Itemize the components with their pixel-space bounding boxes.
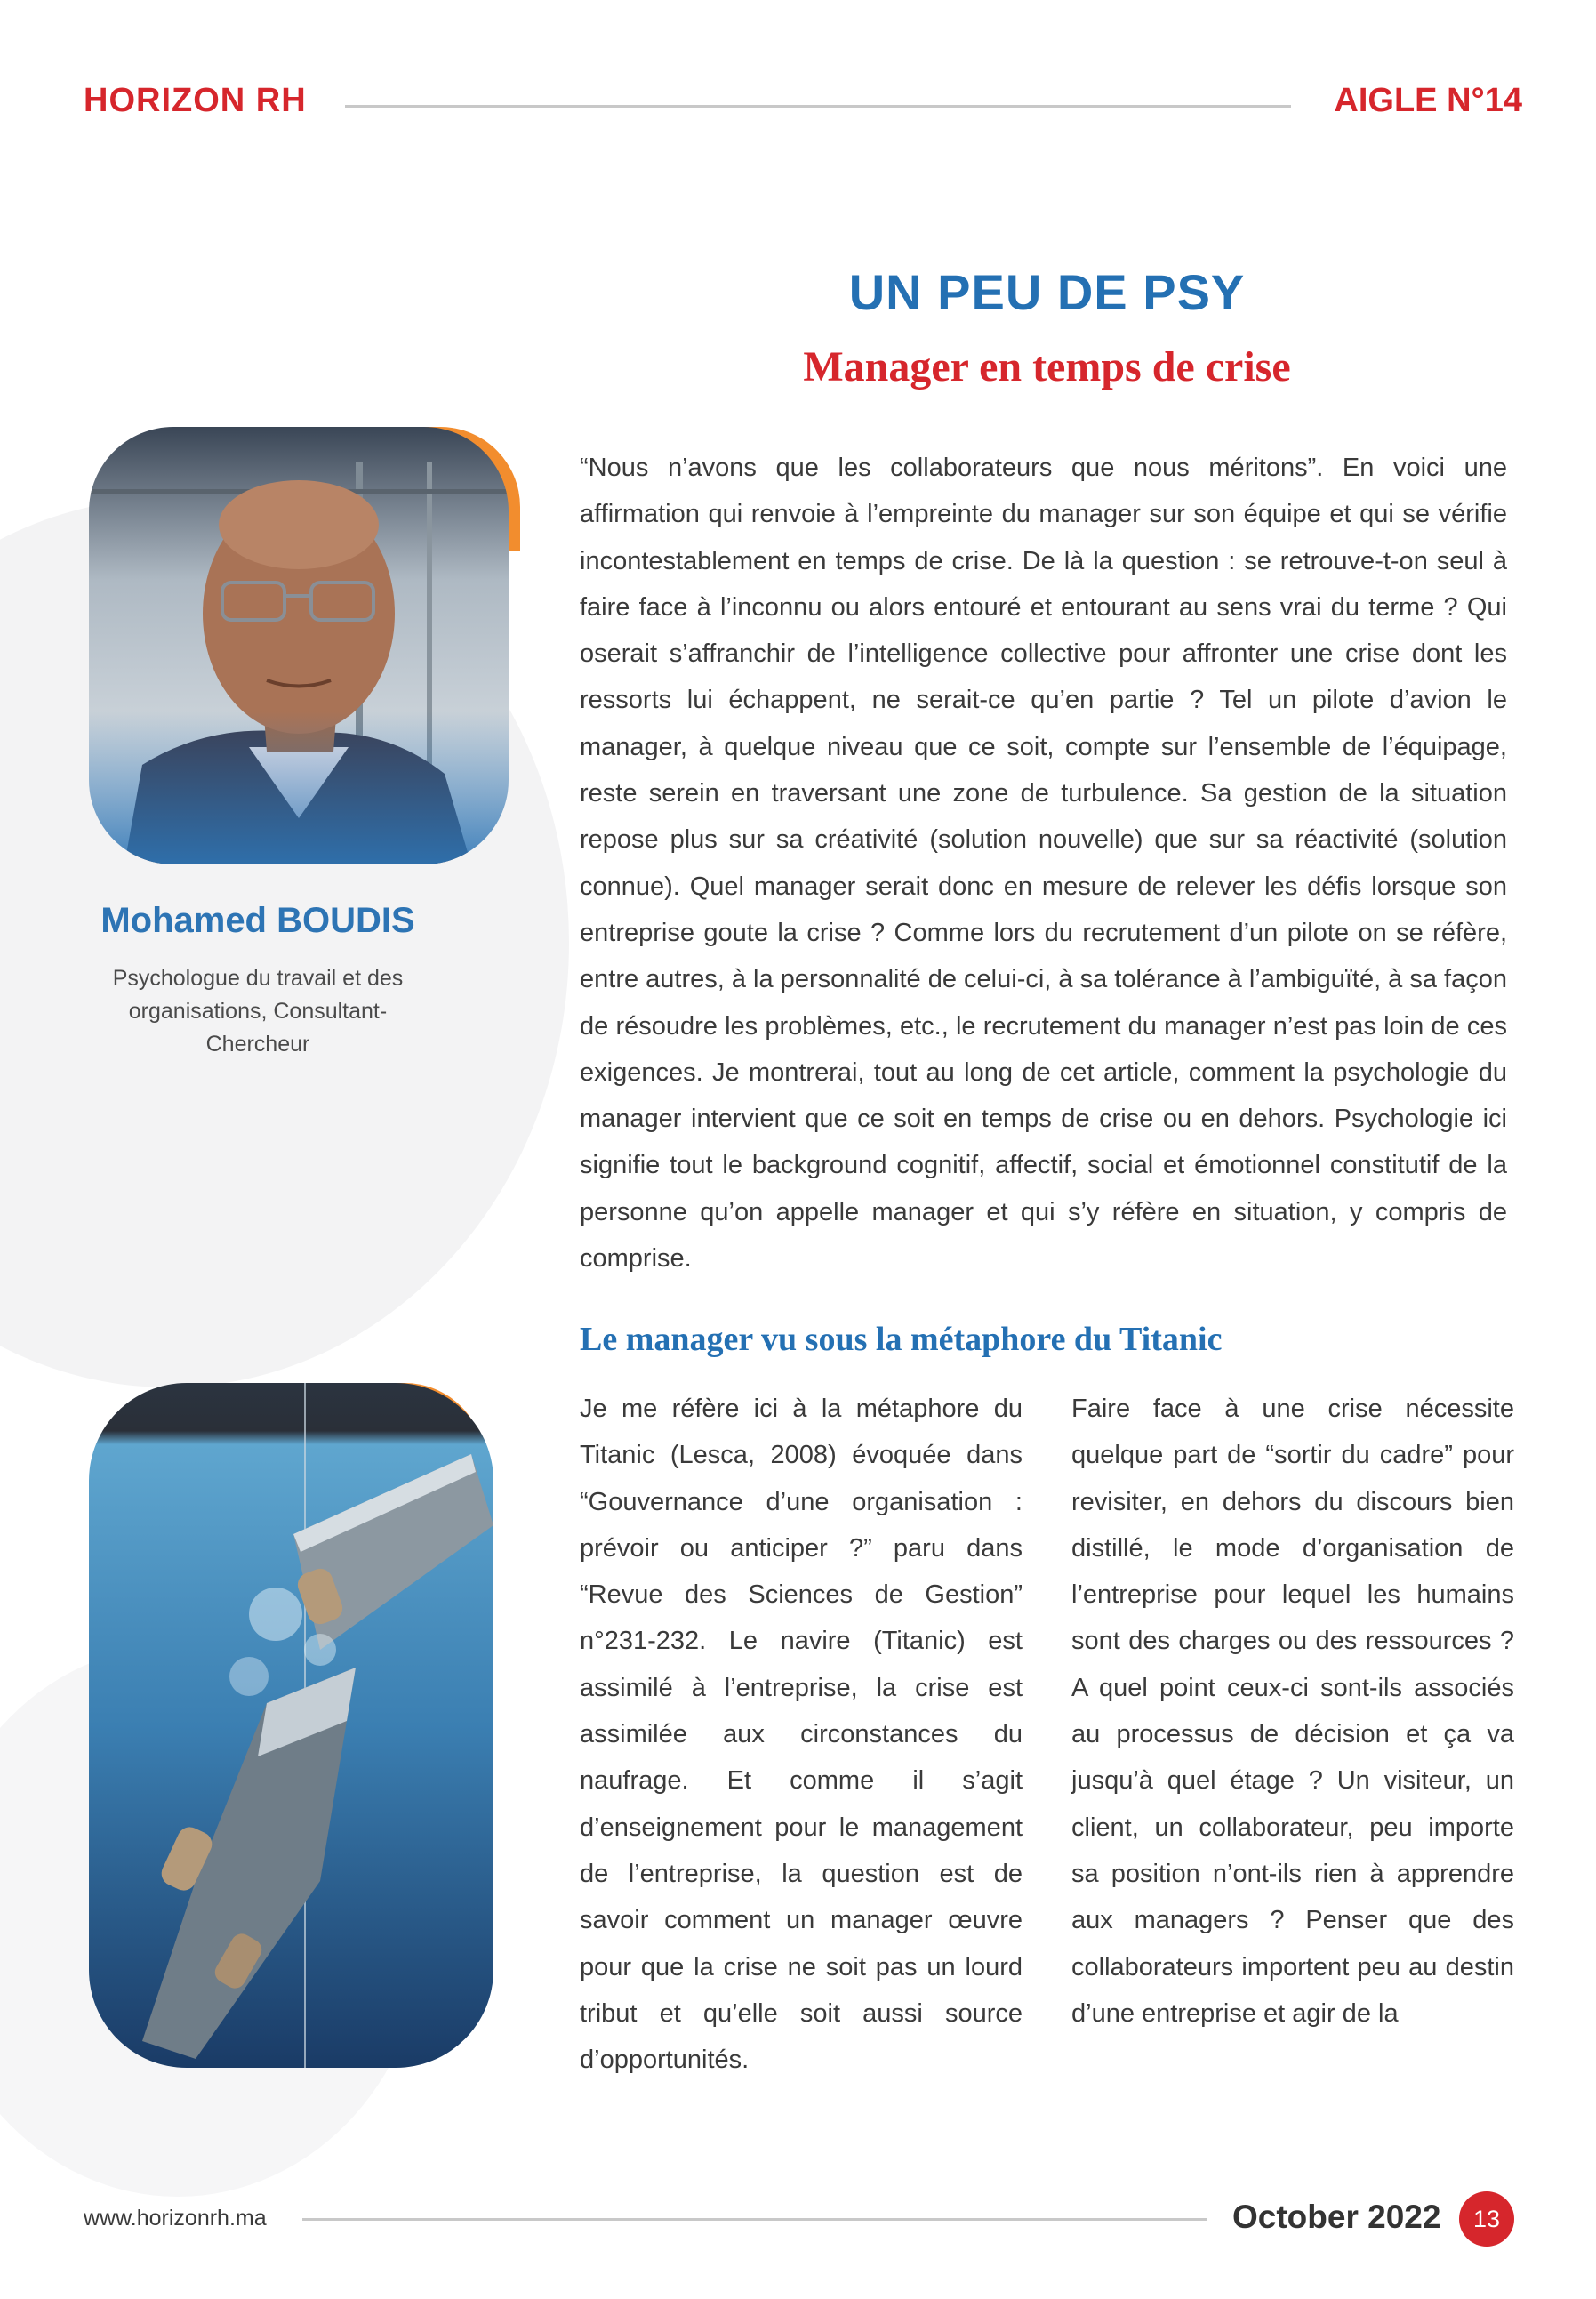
author-role-line: Psychologue du travail et des xyxy=(112,966,404,991)
column-left: Je me réfère ici à la métaphore du Titanic (Lesca, 2008) évoquée dans “Gouvernance d’une organisation : prévoir ou anticiper ?” paru dans “Revue des Sciences de Gestion” n°231-232. Le navire (Titanic) est assimilé à l’entreprise, la crise est assimilée aux circonstances du naufrage. Et comme il s’agit d’enseignement pour le management de l’entreprise, la question est de savoir comment un manager œuvre pour que la crise ne soit pas un lourd tribut et qu’elle soit aussi source d’opportunités. xyxy=(580,1395,1023,2075)
column-right: Faire face à une crise nécessite quelque part de “sortir du cadre” pour revisiter, en dehors du discours bien distillé, le mode d’organisation de l’entreprise pour lequel les humains sont des charges ou des ressources ? A quel point ceux-ci sont-ils associés au processus de décision et ça va jusqu’à quel étage ? Un visiteur, un client, un collaborateur, peu importe sa position n’ont-ils rien à apprendre aux managers ? Penser que des collaborateurs importent peu au destin d’une entreprise et agir de la xyxy=(1071,1395,1514,2028)
section-title: UN PEU DE PSY xyxy=(848,264,1246,320)
subsection-heading: Le manager vu sous la métaphore du Titanic xyxy=(580,1321,1223,1358)
issue-number: AIGLE N°14 xyxy=(1334,82,1522,119)
page-number: 13 xyxy=(1459,2191,1514,2247)
brand-logo: HORIZON RH xyxy=(84,82,307,119)
intro-paragraph: “Nous n’avons que les collaborateurs que nous méritons”. En voici une affirmation qui renvoie à l’empreinte du manager sur son équipe et qui se vérifie incontestablement en temps de crise. De là la question : se retrouve-t-on seul à faire face à l’inconnu ou alors entouré et entourant au sens vrai du terme ? Qui oserait s’affranchir de l’intelligence collective pour affronter une crise dont les ressorts lui échappent, ne serait-ce qu’en partie ? Tel un pilote d’avion le manager, à quelque niveau que ce soit, compte sur l’ensemble de l’équipage, reste serein en traversant une zone de turbulence. Sa gestion de la situation repose plus sur sa créativité (solution nouvelle) que sur sa réactivité (solution connue). Quel manager serait donc en mesure de relever les défis lorsque son entreprise goute la crise ? Comme lors du recrutement d’un pilote on se réfère, entre autres, à la personnalité de celui-ci, à sa tolérance à l’ambiguïté, à sa façon de résoudre les problèmes, etc., le recrutement du manager n’est pas loin de ces exigences. Je montrerai, tout au long de cet article, comment la psychologie du manager intervient que ce soit en temps de crise ou en dehors. Psychologie ici signifie tout le background cognitif, affectif, social et émotionnel constitutif de la personne qu’on appelle manager et qui s’y réfère en situation, y compris de comprise. xyxy=(580,454,1507,1274)
article-title: Manager en temps de crise xyxy=(803,343,1291,390)
website-link[interactable]: www.horizonrh.ma xyxy=(84,2206,267,2231)
author-role-line: organisations, Consultant-Chercheur xyxy=(128,999,388,1057)
footer-divider xyxy=(302,2218,1207,2221)
header-divider xyxy=(345,105,1291,108)
author-role xyxy=(89,962,427,1061)
issue-date: October 2022 xyxy=(1232,2199,1441,2235)
titanic-image xyxy=(89,1383,493,2068)
author-photo xyxy=(89,427,509,864)
titanic-image-frame xyxy=(89,1383,485,2068)
author-name: Mohamed BOUDIS xyxy=(100,901,415,940)
author-photo-frame xyxy=(89,427,520,864)
